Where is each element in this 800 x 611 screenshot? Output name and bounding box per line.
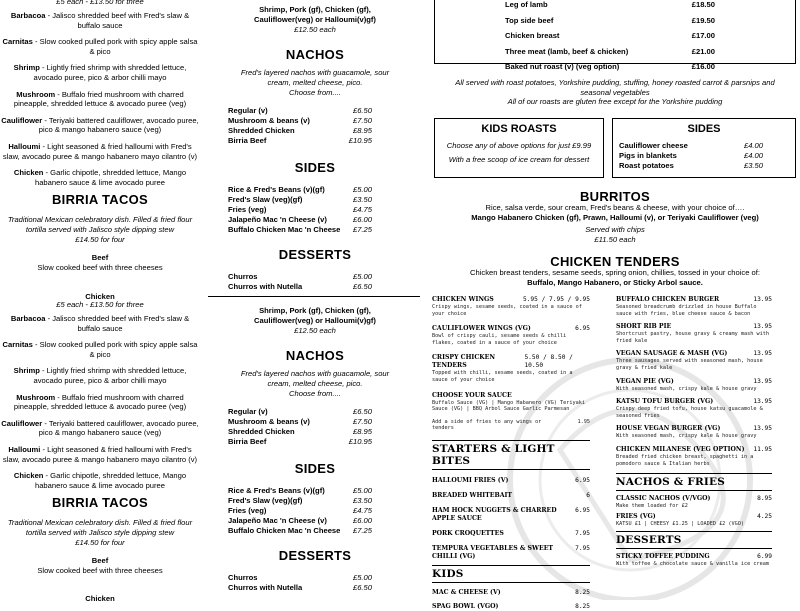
desserts-list xyxy=(228,272,372,292)
tenders-line-2: Buffalo, Mango Habanero, or Sticky Arbol sauce. xyxy=(527,278,703,287)
roast-note-2: All of our roasts are gluten free except for the Yorkshire pudding xyxy=(507,97,723,106)
kids-line-1: Choose any of above options for just £9.99 xyxy=(446,141,592,150)
item-name: Churros with Nutella xyxy=(228,282,303,291)
left-column-bottom xyxy=(0,300,200,576)
taco-price-line: £5 each - £13.50 for three xyxy=(56,300,144,309)
roast-row xyxy=(505,0,715,13)
nachos-row xyxy=(228,136,372,146)
menu-item xyxy=(432,492,590,500)
taco-item xyxy=(0,445,200,464)
roast-sides-title: SIDES xyxy=(687,123,721,135)
sides-row xyxy=(228,195,372,205)
item-price: £6.50 xyxy=(352,407,372,416)
item-name: Shredded Chicken xyxy=(228,126,295,135)
taco-item xyxy=(0,393,200,412)
menu-item-name: CAULIFLOWER WINGS (VG) xyxy=(432,325,531,333)
birria-desc: Traditional Mexican celebratory dish. Filled & fried flour tortilla served with Jalisco style dipping stew xyxy=(7,518,193,538)
burritos-title: BURRITOS xyxy=(579,189,651,204)
nachos-fries-title: NACHOS & FRIES xyxy=(616,473,772,491)
sides-row xyxy=(228,486,372,496)
taco-name: Carnitas xyxy=(2,340,33,350)
sides-list xyxy=(228,486,372,536)
item-price: £4.00 xyxy=(743,141,763,150)
item-name: Top side beef xyxy=(505,15,554,25)
menu-item-price: 13.95 xyxy=(753,350,772,358)
taco-item xyxy=(0,366,200,385)
taco-name: Mushroom xyxy=(16,392,56,402)
item-name: Pigs in blankets xyxy=(619,151,677,160)
item-name: Fred's Slaw (veg)(gf) xyxy=(228,496,303,505)
nachos-row xyxy=(228,116,372,126)
menu-item-price: 13.95 xyxy=(753,323,772,331)
item-price: £6.50 xyxy=(352,106,372,115)
item-price: £4.75 xyxy=(352,205,372,214)
nachos-row xyxy=(228,417,372,427)
taco-price-line: £5 each - £13.50 for three xyxy=(56,0,144,6)
taco-desc: - Light seasoned & fried halloumi with Fred's slaw, avocado puree & mango habanero mayo cilantro (v) xyxy=(2,141,198,161)
roast-side-row xyxy=(619,161,763,171)
menu-item xyxy=(432,392,590,413)
item-price: £5.00 xyxy=(352,486,372,495)
item-price: £4.00 xyxy=(743,151,763,160)
nachos-list xyxy=(228,407,372,447)
taco-item xyxy=(0,90,200,109)
menu-desserts-list xyxy=(616,553,772,568)
birria-title: BIRRIA TACOS xyxy=(51,192,149,208)
divider xyxy=(208,296,420,297)
menu-item-name: BUFFALO CHICKEN BURGER xyxy=(616,296,720,303)
taco-name: Cauliflower xyxy=(1,115,43,125)
nachos-row xyxy=(228,407,372,417)
taco-name: Halloumi xyxy=(8,444,41,454)
item-name: Mushroom & beans (v) xyxy=(228,116,310,125)
menu-item-name: CHOOSE YOUR SAUCE xyxy=(432,391,512,399)
menu-item xyxy=(616,425,772,440)
nachos-row xyxy=(228,437,372,447)
menu-item xyxy=(616,446,772,467)
taco-name: Shrimp xyxy=(13,63,40,73)
menu-item-name: KATSU TOFU BURGER (VG) xyxy=(616,398,714,406)
item-name: Jalapeño Mac 'n Cheese (v) xyxy=(228,215,327,224)
item-name: Three meat (lamb, beef & chicken) xyxy=(505,46,629,56)
taco-item xyxy=(0,419,200,438)
roast-row xyxy=(505,28,715,44)
sides-list xyxy=(228,185,372,235)
kids-roasts-box xyxy=(434,118,604,178)
taco-name: Shrimp xyxy=(13,366,40,376)
nachos-row xyxy=(228,427,372,437)
taco-item xyxy=(0,471,200,490)
menu-item xyxy=(432,507,590,523)
menu-item xyxy=(616,296,772,304)
sides-title: SIDES xyxy=(294,160,336,175)
item-price: £7.50 xyxy=(352,116,372,125)
item-price: £10.95 xyxy=(348,437,372,446)
taco-list xyxy=(0,314,200,490)
kids-roasts-title: KIDS ROASTS xyxy=(481,123,557,135)
roast-side-row xyxy=(619,151,763,161)
item-price: £7.25 xyxy=(352,225,372,234)
sides-row xyxy=(228,496,372,506)
taco-desc: - Jalisco shredded beef with Fred's slaw & buffalo sauce xyxy=(45,314,190,333)
taco-desc: - Jalisco shredded beef with Fred's slaw & buffalo sauce xyxy=(45,11,190,30)
item-price: £5.00 xyxy=(352,272,372,281)
item-name: Mushroom & beans (v) xyxy=(228,417,310,426)
menu-item xyxy=(432,325,590,346)
taco-item xyxy=(0,11,200,30)
menu-item-price: 13.95 xyxy=(753,296,772,303)
nachos-title: NACHOS xyxy=(285,348,345,363)
sides-row xyxy=(228,205,372,215)
menu-item xyxy=(432,477,590,485)
item-name: Cauliflower cheese xyxy=(619,141,688,150)
menu-item xyxy=(432,296,590,304)
nachos-choose: Choose from.... xyxy=(289,389,341,398)
item-price: £4.75 xyxy=(352,506,372,515)
menu-item-name: HALLOUMI FRIES (V) xyxy=(432,476,509,484)
menu-item-name: FRIES (VG) xyxy=(616,512,656,520)
item-price: £5.00 xyxy=(352,185,372,194)
kids-line-2: With a free scoop of ice cream for dessert xyxy=(448,155,590,164)
item-name: Leg of lamb xyxy=(505,0,548,9)
menu-item-desc: Breaded fried chicken breast, spaghetti in a pomodoro sauce & Italian herbs xyxy=(616,453,754,467)
menu-item-name: HOUSE VEGAN BURGER (VG) xyxy=(616,425,721,433)
roast-side-row xyxy=(619,141,763,151)
menu-item-name: BREADED WHITEBAIT xyxy=(432,491,513,499)
birria-price: £14.50 for four xyxy=(75,538,125,548)
birria-title: BIRRIA TACOS xyxy=(51,495,149,511)
menu-item-price: 5.95 / 7.95 / 9.95 xyxy=(522,296,590,303)
item-name: Jalapeño Mac 'n Cheese (v) xyxy=(228,516,327,525)
dessert-row xyxy=(228,583,372,593)
nachos-list xyxy=(228,106,372,146)
item-name: Fries (veg) xyxy=(228,205,267,214)
taco-desc: - Light seasoned & fried halloumi with Fred's slaw, avocado puree & mango habanero mayo cilantro (v) xyxy=(2,444,198,464)
menu-item-name: CHICKEN MILANESE (VEG OPTION) xyxy=(616,445,745,453)
birria-desc: Traditional Mexican celebratory dish. Filled & fried flour tortilla served with Jalisco style dipping stew xyxy=(7,215,193,235)
fill-price: £12.50 each xyxy=(294,326,336,335)
nachos-fries-list xyxy=(616,495,772,527)
burritos-line-2: Mango Habanero Chicken (gf), Prawn, Halloumi (v), or Teriyaki Cauliflower (veg) xyxy=(471,213,759,222)
menu-item xyxy=(616,350,772,371)
menu-item-price: 6.95 xyxy=(575,506,590,514)
tenders-title: CHICKEN TENDERS xyxy=(550,254,680,269)
menu-item-price: 6.95 xyxy=(575,325,590,333)
menu-item xyxy=(616,323,772,344)
item-price: £6.00 xyxy=(352,516,372,525)
menu-item-price: 13.95 xyxy=(753,398,772,406)
menu-item-name: CRISPY CHICKEN TENDERS xyxy=(432,354,495,370)
item-name: Buffalo Chicken Mac 'n Cheese xyxy=(228,526,341,535)
beef-name: Beef xyxy=(91,253,109,263)
menu-item-desc: With toffee & chocolate sauce & vanilla ice cream xyxy=(616,561,770,568)
cut-label: Chicken xyxy=(85,292,115,301)
menu-item-price: 5.50 / 8.50 / 10.50 xyxy=(524,354,573,370)
item-price: £10.95 xyxy=(348,136,372,145)
taco-desc: - Lightly fried shrimp with shredded lettuce, avocado puree, pico & arbor chilli mayo xyxy=(33,366,187,385)
dessert-row xyxy=(228,272,372,282)
menu-item xyxy=(432,530,590,538)
taco-desc: - Buffalo fried mushroom with charred pineapple, shredded lettuce & avocado puree (veg) xyxy=(13,89,187,109)
menu-item-price: 8.25 xyxy=(575,602,590,610)
mains-list xyxy=(616,323,772,467)
taco-desc: - Lightly fried shrimp with shredded lettuce, avocado puree, pico & arbor chilli mayo xyxy=(33,63,187,82)
taco-desc: - Garlic chipotle, shredded lettuce, Mango habanero sauce & lime avocado puree xyxy=(34,168,187,187)
desserts-title: DESSERTS xyxy=(278,247,352,262)
kids-title: KIDS xyxy=(432,565,590,583)
menu-item-desc: Three sausages served with seasoned mash, house gravy & fried kale xyxy=(616,358,763,371)
item-name: Birria Beef xyxy=(228,136,267,145)
menu-item xyxy=(616,553,772,568)
taco-item xyxy=(0,63,200,82)
menu-item-desc: Shortcrust pastry, house gravy & creamy mash with fried kale xyxy=(616,331,770,344)
roast-note-1: All served with roast potatoes, Yorkshire pudding, stuffing, honey roasted carrot & parsnips and seasonal vegetables xyxy=(455,78,775,97)
item-name: Churros xyxy=(228,573,258,582)
menu-item-name: STICKY TOFFEE PUDDING xyxy=(616,553,710,561)
taco-name: Halloumi xyxy=(8,141,41,151)
tenders-line-1: Chicken breast tenders, sesame seeds, spring onion, chillies, tossed in your choice of: xyxy=(470,268,760,277)
nachos-desc: Fred's layered nachos with guacamole, sour cream, melted cheese, pico. xyxy=(240,68,390,87)
beef-name: Beef xyxy=(91,556,109,566)
taco-list xyxy=(0,11,200,187)
addon-row xyxy=(432,419,590,432)
taco-item xyxy=(0,314,200,333)
taco-item xyxy=(0,116,200,135)
desserts-title: DESSERTS xyxy=(278,548,352,563)
menu-item-desc: Bowl of crispy cauli, sesame seeds & chilli flakes, coated in a sauce of your choice xyxy=(432,333,567,346)
starters-title: STARTERS & LIGHT BITES xyxy=(432,440,590,470)
menu-item-price: 7.95 xyxy=(575,529,590,537)
item-price: £8.95 xyxy=(352,427,372,436)
item-name: Roast potatoes xyxy=(619,161,674,170)
menu-item-name: VEGAN SAUSAGE & MASH (VG) xyxy=(616,350,728,358)
item-price: £6.00 xyxy=(352,215,372,224)
left-column-top xyxy=(0,0,200,273)
menu-item-name: HAM HOCK NUGGETS & CHARRED APPLE SAUCE xyxy=(432,506,557,522)
item-price: £3.50 xyxy=(352,195,372,204)
item-price: £19.50 xyxy=(691,15,715,25)
roast-sides-list xyxy=(619,141,763,171)
taco-name: Barbacoa xyxy=(10,11,46,20)
taco-desc: - Teriyaki battered cauliflower, avocado puree, pico & mango habanero sauce (veg) xyxy=(38,115,199,135)
menu-item-desc: KATSU £1 | CHEESY £1.25 | LOADED £2 (VGO) xyxy=(616,520,745,527)
menu-item-name: PORK CROQUETTES xyxy=(432,529,504,537)
nachos-choose: Choose from.... xyxy=(289,88,341,97)
wings-list xyxy=(432,325,590,413)
item-name: Birria Beef xyxy=(228,437,267,446)
dessert-row xyxy=(228,573,372,583)
menu-item-desc: With seasoned mash, crispy kale & house gravy xyxy=(616,433,757,440)
sides-row xyxy=(228,506,372,516)
item-price: £3.50 xyxy=(352,496,372,505)
addon-text: Add a side of fries to any wings or tenders xyxy=(432,418,542,432)
roast-row xyxy=(505,59,715,75)
sides-title: SIDES xyxy=(294,461,336,476)
taco-item xyxy=(0,37,200,56)
menu-item-price: 13.95 xyxy=(753,425,772,433)
item-price: £5.00 xyxy=(352,573,372,582)
taco-item xyxy=(0,340,200,359)
mid-column-bottom xyxy=(208,306,422,593)
item-name: Rice & Fred's Beans (v)(gf) xyxy=(228,185,325,194)
item-name: Rice & Fred's Beans (v)(gf) xyxy=(228,486,325,495)
burritos-line-1: Rice, salsa verde, sour cream, Fred's beans & cheese, with your choice of…. xyxy=(485,203,745,212)
menu-item xyxy=(616,513,772,528)
menu-item xyxy=(432,545,590,561)
taco-name: Barbacoa xyxy=(10,314,46,323)
taco-desc: - Garlic chipotle, shredded lettuce, Mango habanero sauce & lime avocado puree xyxy=(34,471,187,490)
menu-item xyxy=(616,398,772,419)
item-price: £17.00 xyxy=(691,31,715,40)
roast-row xyxy=(505,44,715,60)
menu-desserts-title: DESSERTS xyxy=(616,531,772,549)
item-price: £3.50 xyxy=(743,161,763,170)
roasts-list xyxy=(505,0,715,75)
menu-item-price: 11.95 xyxy=(753,445,772,453)
menu-item-desc: Crispy wings, sesame seeds, coated in a sauce of your choice xyxy=(432,304,582,317)
item-price: £18.50 xyxy=(691,0,715,9)
addon-price: 1.95 xyxy=(577,418,590,425)
sides-row xyxy=(228,516,372,526)
item-name: Churros xyxy=(228,272,258,281)
sides-row xyxy=(228,215,372,225)
fill-price: £12.50 each xyxy=(294,25,336,34)
menu-item-price: 4.25 xyxy=(757,512,772,520)
nachos-desc: Fred's layered nachos with guacamole, sour cream, melted cheese, pico. xyxy=(240,369,390,388)
menu-item-name: CLASSIC NACHOS (V/VGO) xyxy=(616,495,711,503)
menu-right-column xyxy=(616,296,772,568)
item-name: Buffalo Chicken Mac 'n Cheese xyxy=(228,225,341,234)
menu-left-column xyxy=(432,296,590,611)
taco-name: Chicken xyxy=(13,168,44,178)
taco-desc: - Teriyaki battered cauliflower, avocado puree, pico & mango habanero sauce (veg) xyxy=(38,418,199,438)
item-name: Fred's Slaw (veg)(gf) xyxy=(228,195,303,204)
menu-item-name: CHICKEN WINGS xyxy=(432,296,494,303)
item-price: £8.95 xyxy=(352,126,372,135)
item-price: £16.00 xyxy=(691,62,715,71)
menu-item-price: 8.95 xyxy=(757,495,772,503)
fill-options: Shrimp, Pork (gf), Chicken (gf), Cauliflower(veg) or Halloumi(v)gf) xyxy=(254,5,376,24)
item-name: Baked nut roast (v) (veg option) xyxy=(505,62,620,71)
burritos-price: £11.50 each xyxy=(594,235,636,244)
menu-item-desc: With seasoned mash, crispy kale & house gravy xyxy=(616,385,757,392)
item-name: Shredded Chicken xyxy=(228,427,295,436)
beef-desc: Slow cooked beef with three cheeses xyxy=(37,263,163,273)
menu-item-name: VEGAN PIE (VG) xyxy=(616,377,674,385)
menu-item-price: 7.95 xyxy=(575,544,590,552)
taco-desc: - Slow cooked pulled pork with spicy apple salsa & pico xyxy=(32,340,198,359)
taco-name: Mushroom xyxy=(16,89,56,99)
cut-label: Chicken xyxy=(85,594,115,603)
taco-item xyxy=(0,142,200,161)
item-price: £7.25 xyxy=(352,526,372,535)
menu-item xyxy=(432,354,590,383)
nachos-row xyxy=(228,106,372,116)
burritos-line-3: Served with chips xyxy=(585,225,645,234)
item-name: Churros with Nutella xyxy=(228,583,303,592)
roast-row xyxy=(505,13,715,29)
menu-item-price: 13.95 xyxy=(753,377,772,385)
taco-name: Chicken xyxy=(13,471,44,481)
nachos-title: NACHOS xyxy=(285,47,345,62)
item-price: £6.50 xyxy=(352,282,372,291)
taco-item xyxy=(0,168,200,187)
menu-item-desc: Topped with chilli, sesame seeds, coated in a sauce of your choice xyxy=(432,370,573,383)
starters-list xyxy=(432,477,590,561)
item-name: Regular (v) xyxy=(228,106,268,115)
sides-row xyxy=(228,185,372,195)
taco-desc: - Buffalo fried mushroom with charred pineapple, shredded lettuce & avocado puree (veg) xyxy=(13,392,187,412)
menu-item-desc: Crispy deep fried tofu, house katsu guacamole & seasoned fries xyxy=(616,406,763,419)
menu-item xyxy=(432,589,590,597)
menu-item-name: MAC & CHEESE (V) xyxy=(432,588,501,596)
menu-item-name: TEMPURA VEGETABLES & SWEET CHILLI (VG) xyxy=(432,544,554,560)
item-name: Regular (v) xyxy=(228,407,268,416)
fill-options: Shrimp, Pork (gf), Chicken (gf), Cauliflower(veg) or Halloumi(v)gf) xyxy=(254,306,376,325)
item-price: £7.50 xyxy=(352,417,372,426)
desserts-list xyxy=(228,573,372,593)
menu-item-name: SPAG BOWL (VGO) xyxy=(432,602,499,610)
nachos-row xyxy=(228,126,372,136)
sides-row xyxy=(228,526,372,536)
birria-price: £14.50 for four xyxy=(75,235,125,245)
menu-item-name: SHORT RIB PIE xyxy=(616,323,672,331)
menu-item-desc: Buffalo Sauce (VG) | Mango Habanero (VG) Teriyaki Sauce (VG) | BBQ Arbol Sauce Garlic Parmesan xyxy=(432,399,586,413)
beef-desc: Slow cooked beef with three cheeses xyxy=(37,566,163,576)
taco-name: Cauliflower xyxy=(1,418,43,428)
menu-item xyxy=(432,603,590,611)
menu-item xyxy=(616,495,772,510)
menu-item-price: 6.99 xyxy=(757,553,772,561)
taco-desc: - Slow cooked pulled pork with spicy apple salsa & pico xyxy=(32,37,198,56)
taco-name: Carnitas xyxy=(2,37,33,47)
item-price: £21.00 xyxy=(691,46,715,56)
menu-item-price: 6 xyxy=(586,491,590,499)
menu-item-desc: Make them loaded for £2 xyxy=(616,503,688,510)
menu-item xyxy=(616,378,772,393)
item-name: Fries (veg) xyxy=(228,506,267,515)
sides-row xyxy=(228,225,372,235)
roast-sides-box xyxy=(612,118,796,178)
menu-item-desc: Seasoned breadcrumb drizzled in house Buffalo sauce with fries, blue cheese sauce & bacon xyxy=(616,304,757,317)
menu-item-price: 8.25 xyxy=(575,588,590,596)
item-name: Chicken breast xyxy=(505,31,560,40)
menu-item-price: 6.95 xyxy=(575,476,590,484)
item-price: £6.50 xyxy=(352,583,372,592)
mid-column-top xyxy=(208,5,422,292)
dessert-row xyxy=(228,282,372,292)
